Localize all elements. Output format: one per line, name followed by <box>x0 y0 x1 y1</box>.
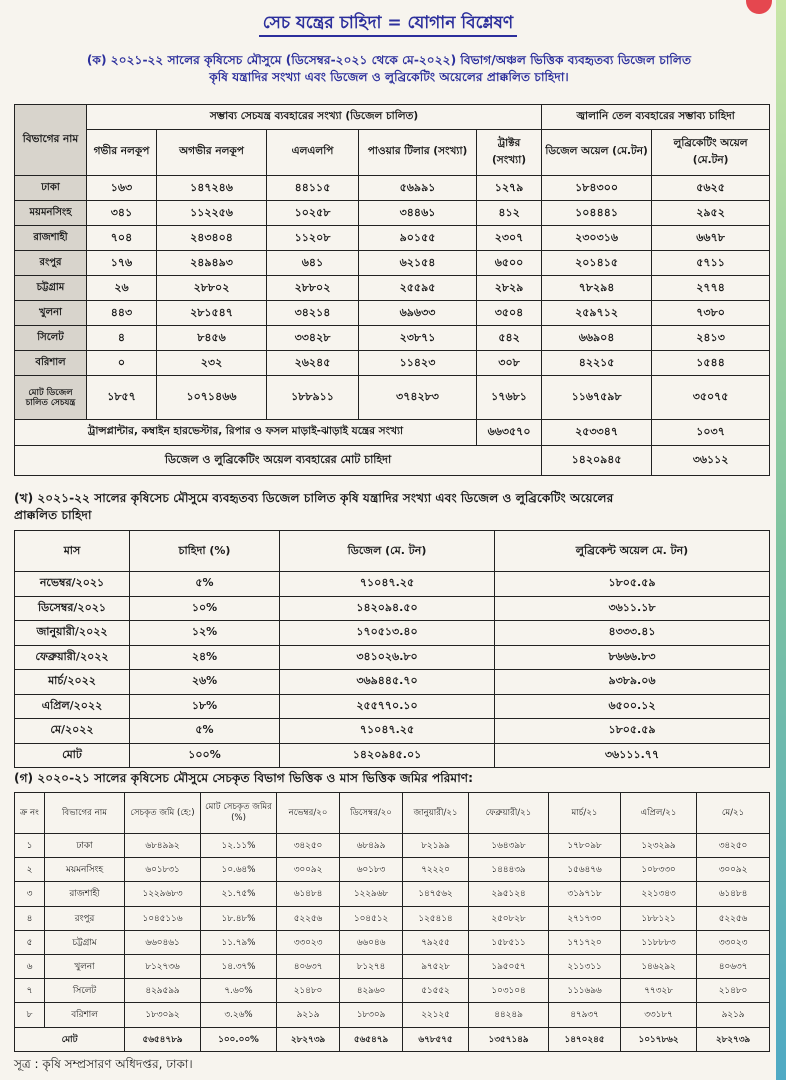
table-cell: ৭৭৩২৮ <box>621 979 697 1003</box>
grand-total-label: ডিজেল ও লুব্রিকেটিং অয়েল ব্যবহারের মোট চাহিদা <box>15 446 542 476</box>
table-row <box>15 954 770 978</box>
total-label: মোট <box>15 743 130 768</box>
table-cell: ৭.৬০% <box>201 979 277 1003</box>
table-row <box>15 621 770 646</box>
total-row-label: মোট ডিজেল চালিত সেচযন্ত্র <box>15 376 87 420</box>
table-cell: ১৪৭২৪৬ <box>157 176 267 201</box>
division-name: খুলনা <box>15 301 87 326</box>
table-cell: ৩০০৯২ <box>277 858 340 882</box>
table-cell: ২১.৭৫% <box>201 882 277 906</box>
table-row <box>15 858 770 882</box>
table-cell: ৮ <box>15 1003 45 1027</box>
table-cell: ১১.৭৯% <box>201 930 277 954</box>
table-row <box>15 1003 770 1027</box>
table-cell: ১৭৮০৯৮ <box>549 834 621 858</box>
table-cell: ৪২৯৬০ <box>340 979 403 1003</box>
table-cell: ২৫৯৭১২ <box>542 301 652 326</box>
table-cell: ৫১৫৫২ <box>403 979 469 1003</box>
col-month: মাস <box>15 531 130 572</box>
table-row <box>15 834 770 858</box>
month-name: নভেম্বর/২০২১ <box>15 572 130 597</box>
table-cell: ৬৫০০.১২ <box>495 694 770 719</box>
division-name: বরিশাল <box>15 351 87 376</box>
table-cell: ৮১২৭৪ <box>340 954 403 978</box>
table-cell: ২১৪৮০ <box>697 979 770 1003</box>
table-cell: ১৪৬২৯২ <box>621 954 697 978</box>
table-cell: ৭১০৪৭.২৫ <box>280 572 495 597</box>
decorative-side-bar <box>776 0 786 1080</box>
table-cell: ১৮৪৩০০ <box>542 176 652 201</box>
table-cell: ৭০৪ <box>87 226 157 251</box>
table-cell: ১৪.৩৭% <box>201 954 277 978</box>
table-cell: ২৮৮০২ <box>157 276 267 301</box>
table-cell: ৫% <box>130 719 280 744</box>
table-cell: ১৬৩ <box>87 176 157 201</box>
table-cell: ২১১৩১১ <box>549 954 621 978</box>
table-cell: ১৪২০৯৪.৫০ <box>280 596 495 621</box>
table-cell: ১৫৮৫১১ <box>469 930 549 954</box>
table-cell: ৪ <box>15 906 45 930</box>
total-cell: ১৪২০৯৪৫.০১ <box>280 743 495 768</box>
table-cell: ২৬ <box>87 276 157 301</box>
sub-header: গভীর নলকূপ <box>87 130 157 176</box>
table-cell: ১১২২৫৬ <box>157 201 267 226</box>
table-cell: ১২২৯৬৮৩ <box>125 882 201 906</box>
month-name: মার্চ/২০২২ <box>15 670 130 695</box>
table-row <box>15 176 770 201</box>
month-name: এপ্রিল/২০২২ <box>15 694 130 719</box>
table-row <box>15 645 770 670</box>
table-cell: ৬৮৪৯৯ <box>340 834 403 858</box>
table-cell: ৩৬৯৪৪৫.৭০ <box>280 670 495 695</box>
section-a-heading: (ক) ২০২১-২২ সালের কৃষিসেচ মৌসুমে (ডিসেম্বর-২০২১ থেকে মে-২০২২) বিভাগ/অঞ্চল ভিত্তিক ব্যবহৃতব্য ডিজেল চালিত কৃষি যন্ত্রাদির সংখ্যা এবং ডিজেল ও লুব্রিকেটিং অয়েলের প্রাক্কলিত চাহিদা। <box>86 53 692 84</box>
table-cell: ১৭৬ <box>87 251 157 276</box>
table-cell: ৪৪১১৫ <box>267 176 359 201</box>
col-division: বিভাগের নাম <box>15 105 87 176</box>
table-cell: ৪ <box>87 326 157 351</box>
total-cell: ১০৭১৪৬৬ <box>157 376 267 420</box>
division-name: রাজশাহী <box>15 226 87 251</box>
table-cell: ১১৪২৩ <box>359 351 477 376</box>
month-name: মে/২০২২ <box>15 719 130 744</box>
table-cell: ৩০৮ <box>477 351 542 376</box>
total-cell: ৩৭৪২৮৩ <box>359 376 477 420</box>
table-cell: ১০.৬৪% <box>201 858 277 882</box>
total-cell: ৩৬১১১.৭৭ <box>495 743 770 768</box>
sub-header: লুব্রিকেটিং অয়েল (মে.টন) <box>652 130 770 176</box>
table-cell: ৯২১৯ <box>277 1003 340 1027</box>
col-header: মোট সেচকৃত জমির (%) <box>201 793 277 834</box>
sub-header: অগভীর নলকূপ <box>157 130 267 176</box>
table-cell: ১৮৩০৯ <box>340 1003 403 1027</box>
col-header: এপ্রিল/২১ <box>621 793 697 834</box>
table-cell: ২৭১৭৩০ <box>549 906 621 930</box>
table-cell: ১১১৬৯৬ <box>549 979 621 1003</box>
table-cell: ৬১৪৮৪ <box>277 882 340 906</box>
table-row <box>15 670 770 695</box>
grand-total-lube: ৩৬১১২ <box>652 446 770 476</box>
table-row <box>15 979 770 1003</box>
table-cell: ৮১২৭৩৬ <box>125 954 201 978</box>
table-cell: ৪১২ <box>477 201 542 226</box>
machinery-row-label: ট্রান্সপ্লান্টার, কম্বাইন হারভেস্টার, রিপার ও ফসল মাড়াই-ঝাড়াই যন্ত্রের সংখ্যা <box>15 420 477 446</box>
table-cell: ২৬% <box>130 670 280 695</box>
table-cell: ৩৫০৪ <box>477 301 542 326</box>
table-cell: ৯৭৫২৮ <box>403 954 469 978</box>
grand-total-diesel: ১৪২০৯৪৫ <box>542 446 652 476</box>
col-header: নভেম্বর/২০ <box>277 793 340 834</box>
table-row <box>15 906 770 930</box>
table-cell: ৬২১৫৪ <box>359 251 477 276</box>
total-cell: ১১৬৭৫৯৮ <box>542 376 652 420</box>
division-name: রংপুর <box>15 251 87 276</box>
table-cell: ১৭০৫১৩.৪০ <box>280 621 495 646</box>
table-cell: ১৮৩০৯২ <box>125 1003 201 1027</box>
table-row <box>15 326 770 351</box>
table-cell: ২৪১৩ <box>652 326 770 351</box>
table-cell: ৭ <box>15 979 45 1003</box>
total-cell: ১৭৬৮১ <box>477 376 542 420</box>
monthly-demand-table <box>14 530 770 768</box>
table-cell: ৩৪১ <box>87 201 157 226</box>
total-cell: ২৮২৭৩৯ <box>277 1027 340 1051</box>
table-cell: ২৮৮০২ <box>267 276 359 301</box>
table-cell: ২৪৩৪০৪ <box>157 226 267 251</box>
table-row <box>15 882 770 906</box>
division-name: সিলেট <box>15 326 87 351</box>
table-cell: ২৪৯৪৯৩ <box>157 251 267 276</box>
table-cell: ৮২১৯৯ <box>403 834 469 858</box>
table-cell: ৫৬২৫ <box>652 176 770 201</box>
table-cell: ৬০১৮৩১ <box>125 858 201 882</box>
table-cell: ২৩৮৭১ <box>359 326 477 351</box>
table-row <box>15 251 770 276</box>
col-header: জানুয়ারী/২১ <box>403 793 469 834</box>
total-cell: ১৮৫৭ <box>87 376 157 420</box>
sub-header: এলএলপি <box>267 130 359 176</box>
col-header: ফেব্রুয়ারী/২১ <box>469 793 549 834</box>
table-cell: ১ <box>15 834 45 858</box>
table-cell: ১০৪৫১২ <box>340 906 403 930</box>
table-cell: ২৭৭৪ <box>652 276 770 301</box>
table-cell: ৬৬০৪৬ <box>340 930 403 954</box>
table-cell: ২০১৪১৫ <box>542 251 652 276</box>
table-cell: ২ <box>15 858 45 882</box>
table-cell: ২৮২৯ <box>477 276 542 301</box>
table-cell: ৪০৬৩৭ <box>277 954 340 978</box>
month-name: ফেব্রুয়ারী/২০২২ <box>15 645 130 670</box>
table-cell: ৬১৪৮৪ <box>697 882 770 906</box>
table-cell: ৫৬৯৯১ <box>359 176 477 201</box>
table-row <box>15 719 770 744</box>
table-cell: ৩.২৬% <box>201 1003 277 1027</box>
table-cell: ২১৪৮০ <box>277 979 340 1003</box>
table-cell: ১৫৪৪ <box>652 351 770 376</box>
col-demand-pct: চাহিদা (%) <box>130 531 280 572</box>
division-name: রংপুর <box>45 906 125 930</box>
total-cell: ১৮৮৯১১ <box>267 376 359 420</box>
table-row <box>15 572 770 597</box>
table-cell: ০ <box>87 351 157 376</box>
table-cell: ১৮৮১২১ <box>621 906 697 930</box>
table-cell: ১০৪৪৪১ <box>542 201 652 226</box>
table-cell: ৬৮৪৯৯২ <box>125 834 201 858</box>
table-cell: ১২% <box>130 621 280 646</box>
table-cell: ২২১২৫ <box>403 1003 469 1027</box>
table-cell: ২৮১৫৪৭ <box>157 301 267 326</box>
division-name: ঢাকা <box>15 176 87 201</box>
table-cell: ৬০১৮৩ <box>340 858 403 882</box>
table-cell: ৪০৬৩৭ <box>697 954 770 978</box>
table-cell: ১৫৬৪৭৬ <box>549 858 621 882</box>
table-cell: ১১২০৮ <box>267 226 359 251</box>
table-cell: ২৪% <box>130 645 280 670</box>
table-cell: ১০২৫৮ <box>267 201 359 226</box>
col-header: ডিসেম্বর/২০ <box>340 793 403 834</box>
month-name: ডিসেম্বর/২০২১ <box>15 596 130 621</box>
col-header: বিভাগের নাম <box>45 793 125 834</box>
table-row <box>15 276 770 301</box>
source-note: সূত্র : কৃষি সম্প্রসারণ অধিদপ্তর, ঢাকা। <box>14 1057 193 1071</box>
total-cell: ৫৬৫৪৭৯ <box>340 1027 403 1051</box>
section-c-heading: (গ) ২০২০-২১ সালের কৃষিসেচ মৌসুমে সেচকৃত বিভাগ ভিত্তিক ও মাস ভিত্তিক জমির পরিমাণ: <box>14 771 473 785</box>
table-cell: ৩৪২৫০ <box>277 834 340 858</box>
division-name: ঢাকা <box>45 834 125 858</box>
division-name: সিলেট <box>45 979 125 1003</box>
col-lube: লুব্রিকেন্ট অয়েল মে. টন) <box>495 531 770 572</box>
col-header: মে/২১ <box>697 793 770 834</box>
table-cell: ১৪৪৪৩৯ <box>469 858 549 882</box>
table-cell: ৩৩০২৩ <box>697 930 770 954</box>
division-name: খুলনা <box>45 954 125 978</box>
table-cell: ৫২২৫৬ <box>697 906 770 930</box>
table-cell: ৭৮২৯৪ <box>542 276 652 301</box>
table-cell: ২৬২৪৫ <box>267 351 359 376</box>
table-cell: ৫৪২ <box>477 326 542 351</box>
table-cell: ৯২১৯ <box>697 1003 770 1027</box>
table-cell: ৫৭১১ <box>652 251 770 276</box>
table-cell: ১৯৫০৫৭ <box>469 954 549 978</box>
table-cell: ৩৪১০২৬.৮০ <box>280 645 495 670</box>
group-fuel-demand: জ্বালানি তেল ব্যবহারের সম্ভাব্য চাহিদা <box>542 105 770 130</box>
table-cell: ২২১৩৪৩ <box>621 882 697 906</box>
total-cell: ১৩৫৭১৪৯ <box>469 1027 549 1051</box>
col-header: মার্চ/২১ <box>549 793 621 834</box>
total-cell: ১০০.০০% <box>201 1027 277 1051</box>
table-cell: ৪২২১৫ <box>542 351 652 376</box>
table-cell: ১২.১১% <box>201 834 277 858</box>
table-cell: ২৫০৮২৮ <box>469 906 549 930</box>
total-cell: ৩৫০৭৫ <box>652 376 770 420</box>
table-cell: ১৮% <box>130 694 280 719</box>
table-cell: ৫২২৫৬ <box>277 906 340 930</box>
table-cell: ২৫৫৭৭০.১০ <box>280 694 495 719</box>
total-cell: ২৮২৭৩৯ <box>697 1027 770 1051</box>
table-cell: ১২৭৯ <box>477 176 542 201</box>
table-row <box>15 201 770 226</box>
table-cell: ৭৩৮০ <box>652 301 770 326</box>
sub-header: ট্রাক্টর (সংখ্যা) <box>477 130 542 176</box>
table-cell: ২৩০৩১৬ <box>542 226 652 251</box>
table-cell: ১৬৪৩৯৮ <box>469 834 549 858</box>
col-header: ক্র নং <box>15 793 45 834</box>
table-cell: ৬৯৬৩৩ <box>359 301 477 326</box>
table-cell: ১০৪৫১১৬ <box>125 906 201 930</box>
table-cell: ৬৬৭৮ <box>652 226 770 251</box>
division-name: বরিশাল <box>45 1003 125 1027</box>
division-name: ময়মনসিংহ <box>15 201 87 226</box>
table-row <box>15 226 770 251</box>
page-title: সেচ যন্ত্রের চাহিদা = যোগান বিশ্লেষণ <box>0 10 776 38</box>
table-cell: ১৮০৫.৫৯ <box>495 572 770 597</box>
table-cell: ৪৪৩ <box>87 301 157 326</box>
table-cell: ৩ <box>15 882 45 906</box>
table-cell: ৫% <box>130 572 280 597</box>
table-cell: ২৩০৭ <box>477 226 542 251</box>
col-diesel: ডিজেল (মে. টন) <box>280 531 495 572</box>
table-cell: ১২২৯৬৮ <box>340 882 403 906</box>
month-name: জানুয়ারী/২০২২ <box>15 621 130 646</box>
table-cell: ২৫৫৯৫ <box>359 276 477 301</box>
division-name: ময়মনসিংহ <box>45 858 125 882</box>
irrigated-land-table <box>14 792 770 1052</box>
table-cell: ১৪৭৫৬২ <box>403 882 469 906</box>
division-diesel-demand-table <box>14 104 770 476</box>
sub-header: পাওয়ার টিলার (সংখ্যা) <box>359 130 477 176</box>
machinery-count: ৬৬৩৫৭০ <box>477 420 542 446</box>
table-cell: ৭৯২৫৫ <box>403 930 469 954</box>
table-row <box>15 694 770 719</box>
total-cell: ১০০% <box>130 743 280 768</box>
division-name: চট্টগ্রাম <box>15 276 87 301</box>
total-cell: ১০১৭৮৬২ <box>621 1027 697 1051</box>
table-row <box>15 596 770 621</box>
col-header: সেচকৃত জমি (হে:) <box>125 793 201 834</box>
table-cell: ৮৬৬৬.৮৩ <box>495 645 770 670</box>
table-cell: ১৮০৫.৫৯ <box>495 719 770 744</box>
table-cell: ১১৮৮৮৩ <box>621 930 697 954</box>
table-cell: ১০৩১০৪ <box>469 979 549 1003</box>
total-cell: ১৪৭০২৪৫ <box>549 1027 621 1051</box>
table-cell: ৬ <box>15 954 45 978</box>
table-cell: ৩৪২১৪ <box>267 301 359 326</box>
total-label: মোট <box>15 1027 125 1051</box>
table-cell: ৩১৯৭১৮ <box>549 882 621 906</box>
group-irrigation-count: সম্ভাব্য সেচযন্ত্র ব্যবহারের সংখ্যা (ডিজেল চালিত) <box>87 105 542 130</box>
total-cell: ৬৭৮৫৭৫ <box>403 1027 469 1051</box>
table-cell: ১২৫৪১৪ <box>403 906 469 930</box>
division-name: চট্টগ্রাম <box>45 930 125 954</box>
table-cell: ২৯৫১২৪ <box>469 882 549 906</box>
table-cell: ৬৪১ <box>267 251 359 276</box>
table-cell: ৩৪৪৬১ <box>359 201 477 226</box>
table-cell: ৪৪২৪৯ <box>469 1003 549 1027</box>
table-cell: ৩০০৯২ <box>697 858 770 882</box>
table-row <box>15 301 770 326</box>
table-cell: ৩৪২৫০ <box>697 834 770 858</box>
table-row <box>15 930 770 954</box>
table-cell: ১৮.৪৮% <box>201 906 277 930</box>
table-cell: ৬৬০৪৬১ <box>125 930 201 954</box>
table-cell: ৬৫০০ <box>477 251 542 276</box>
table-cell: ৫ <box>15 930 45 954</box>
table-cell: ৯০১৫৫ <box>359 226 477 251</box>
table-cell: ৮৪৫৬ <box>157 326 267 351</box>
table-cell: ৬৬৯০৪ <box>542 326 652 351</box>
table-cell: ৪৩৩৩.৪১ <box>495 621 770 646</box>
table-cell: ১৭১৭২০ <box>549 930 621 954</box>
table-cell: ১২৩২৯৯ <box>621 834 697 858</box>
machinery-lube: ১০৩৭ <box>652 420 770 446</box>
table-cell: ৪২৯৫৯৯ <box>125 979 201 1003</box>
table-cell: ৯৩৮৯.০৬ <box>495 670 770 695</box>
table-cell: ৭২২২০ <box>403 858 469 882</box>
table-cell: ৩৩৪২৮ <box>267 326 359 351</box>
table-cell: ৩৬১১.১৮ <box>495 596 770 621</box>
table-cell: ৭১০৪৭.২৫ <box>280 719 495 744</box>
table-cell: ৪৭৯৩৭ <box>549 1003 621 1027</box>
table-cell: ২৩২ <box>157 351 267 376</box>
table-cell: ১০৮৩৩০ <box>621 858 697 882</box>
machinery-diesel: ২৫৩৩৪৭ <box>542 420 652 446</box>
table-row <box>15 351 770 376</box>
section-b-heading: (খ) ২০২১-২২ সালের কৃষিসেচ মৌসুমে ব্যবহৃতব্য ডিজেল চালিত কৃষি যন্ত্রাদির সংখ্যা এবং ডিজেল ও লুব্রিকেটিং অয়েলের প্রাক্কলিত চাহিদা <box>14 491 614 522</box>
table-cell: ৩৩০২৩ <box>277 930 340 954</box>
division-name: রাজশাহী <box>45 882 125 906</box>
table-cell: ১০% <box>130 596 280 621</box>
table-cell: ২৯৫২ <box>652 201 770 226</box>
total-cell: ৫৬৫৪৭৮৯ <box>125 1027 201 1051</box>
sub-header: ডিজেল অয়েল (মে.টন) <box>542 130 652 176</box>
table-cell: ৩৩১৮৭ <box>621 1003 697 1027</box>
